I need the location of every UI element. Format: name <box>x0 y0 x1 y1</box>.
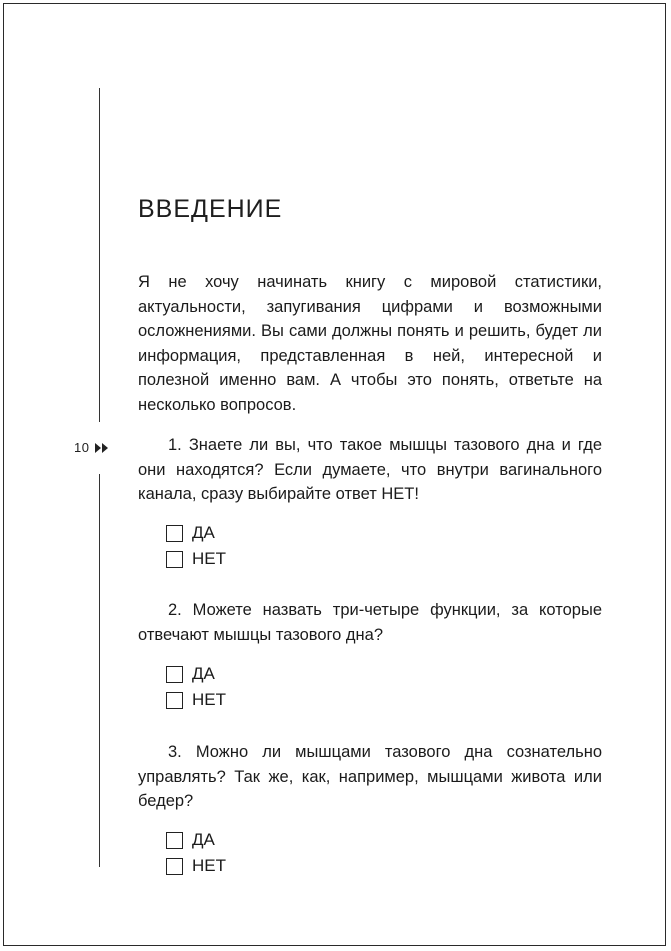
option-no[interactable] <box>166 546 226 572</box>
option-no[interactable] <box>166 853 226 879</box>
question-3-options <box>166 827 226 879</box>
option-label: НЕТ <box>192 856 226 875</box>
margin-rule-top <box>99 88 100 422</box>
question-2-options <box>166 661 226 713</box>
option-yes[interactable] <box>166 661 226 687</box>
checkbox[interactable] <box>166 551 183 568</box>
checkbox[interactable] <box>166 832 183 849</box>
question-2: 2. Можете назвать три-четыре функции, за которые отвечают мышцы тазового дна? <box>138 601 602 644</box>
option-label: ДА <box>192 830 215 849</box>
option-label: ДА <box>192 523 215 542</box>
page-number-marker <box>74 440 109 455</box>
checkbox[interactable] <box>166 858 183 875</box>
chapter-title: ВВЕДЕНИЕ <box>138 195 283 223</box>
intro-paragraph: Я не хочу начинать книгу с мировой статистики, актуальности, запугивания цифрами и возможными осложнениями. Вы сами должны понять и решить, будет ли информация, представленная в ней, интересной и полезной именно вам. А чтобы это понять, ответьте на несколько вопросов. <box>138 273 602 414</box>
checkbox[interactable] <box>166 666 183 683</box>
double-chevron-right-icon <box>95 443 109 453</box>
option-no[interactable] <box>166 687 226 713</box>
margin-rule-bottom <box>99 474 100 867</box>
page-number: 10 <box>74 440 90 455</box>
checkbox[interactable] <box>166 692 183 709</box>
option-label: НЕТ <box>192 549 226 568</box>
question-3: 3. Можно ли мышцами тазового дна сознательно управлять? Так же, как, например, мышцами живота или бедер? <box>138 743 602 810</box>
option-yes[interactable] <box>166 827 226 853</box>
question-1: 1. Знаете ли вы, что такое мышцы тазового дна и где они находятся? Если думаете, что внутри вагинального канала, сразу выбирайте ответ НЕТ! <box>138 436 602 503</box>
checkbox[interactable] <box>166 525 183 542</box>
option-yes[interactable] <box>166 520 226 546</box>
question-1-options <box>166 520 226 572</box>
option-label: ДА <box>192 664 215 683</box>
option-label: НЕТ <box>192 690 226 709</box>
